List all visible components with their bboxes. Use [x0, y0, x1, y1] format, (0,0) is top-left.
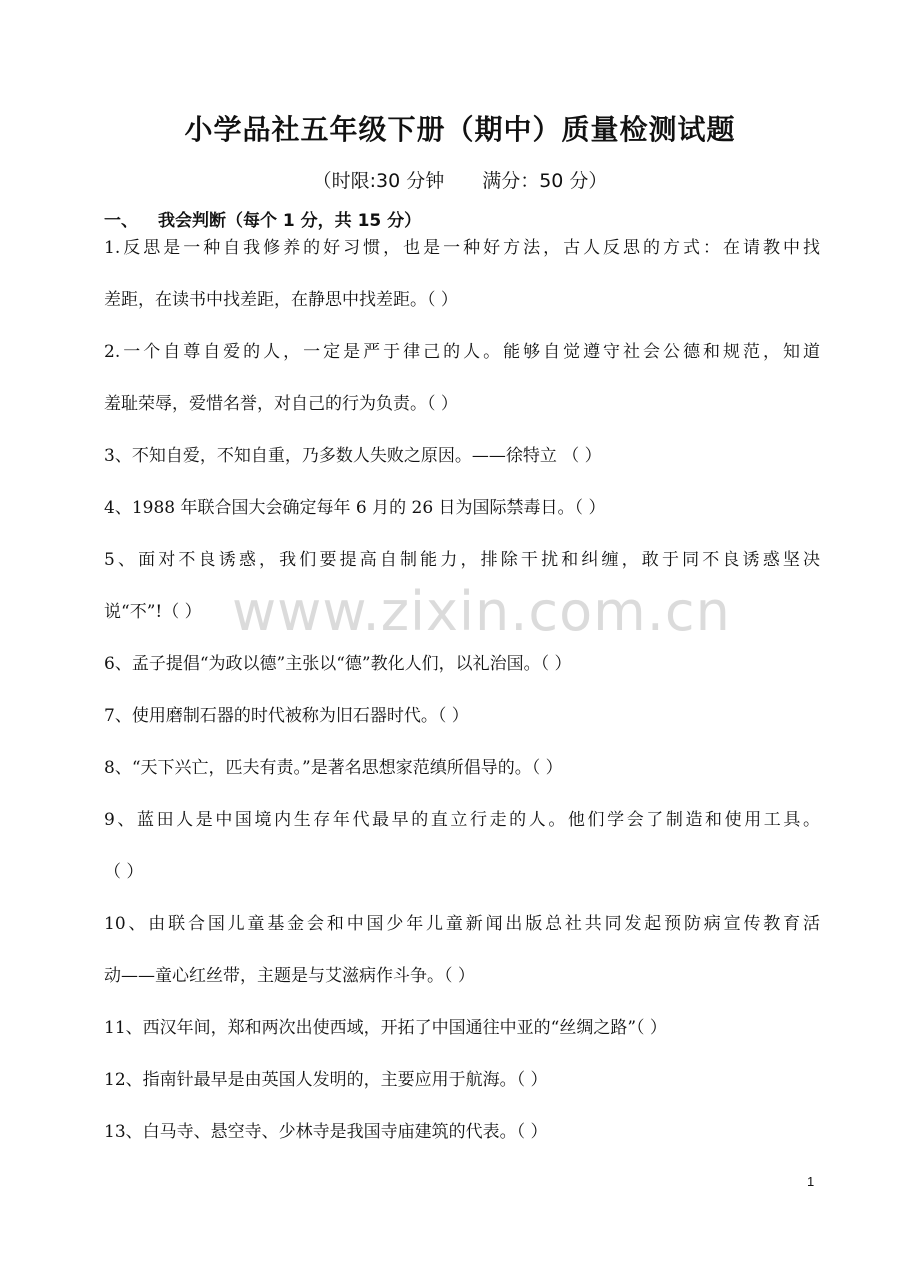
question-line: 9、蓝田人是中国境内生存年代最早的直立行走的人。他们学会了制造和使用工具。: [104, 810, 820, 830]
question-line: 差距，在读书中找差距，在静思中找差距。（ ）: [104, 290, 458, 310]
question-line: 6、孟子提倡“为政以德”主张以“德”教化人们，以礼治国。（ ）: [104, 654, 572, 674]
question-line: 羞耻荣辱，爱惜名誉，对自己的行为负责。（ ）: [104, 394, 458, 414]
section-number: 一、: [104, 211, 138, 231]
question-line: 7、使用磨制石器的时代被称为旧石器时代。（ ）: [104, 706, 469, 726]
question-line: （ ）: [104, 862, 144, 882]
question-line: 说“不”!（ ）: [104, 602, 202, 622]
page-title: 小学品社五年级下册（期中）质量检测试题: [184, 113, 736, 146]
question-line: 13、白马寺、悬空寺、少林寺是我国寺庙建筑的代表。（ ）: [104, 1122, 548, 1142]
page-number: 1: [807, 1174, 815, 1189]
question-line: 5、面对不良诱惑，我们要提高自制能力，排除干扰和纠缠，敢于同不良诱惑坚决: [104, 550, 820, 570]
question-line: 4、1988 年联合国大会确定每年 6 月的 26 日为国际禁毒日。（ ）: [104, 498, 606, 518]
question-line: 3、不知自爱，不知自重，乃多数人失败之原因。——徐特立 （ ）: [104, 446, 602, 466]
full-score: 满分：50 分）: [482, 170, 608, 192]
time-limit: （时限:30 分钟: [312, 170, 445, 192]
question-line: 动——童心红丝带，主题是与艾滋病作斗争。（ ）: [104, 966, 475, 986]
question-line: 8、“天下兴亡，匹夫有责。”是著名思想家范缜所倡导的。（ ）: [104, 758, 563, 778]
question-line: 2.一个自尊自爱的人，一定是严于律己的人。能够自觉遵守社会公德和规范，知道: [104, 342, 820, 362]
question-line: 12、指南针最早是由英国人发明的，主要应用于航海。（ ）: [104, 1070, 548, 1090]
question-line: 1.反思是一种自我修养的好习惯，也是一种好方法，古人反思的方式：在请教中找: [104, 238, 820, 258]
watermark: www.zixin.com.cn: [232, 580, 731, 643]
question-line: 10、由联合国儿童基金会和中国少年儿童新闻出版总社共同发起预防病宣传教育活: [104, 914, 820, 934]
exam-info: [0, 166, 920, 193]
section-heading: [104, 206, 421, 231]
section-title: 我会判断（每个 1 分，共 15 分）: [158, 211, 422, 231]
question-line: 11、西汉年间，郑和两次出使西域，开拓了中国通往中亚的“丝绸之路”（ ）: [104, 1018, 667, 1038]
